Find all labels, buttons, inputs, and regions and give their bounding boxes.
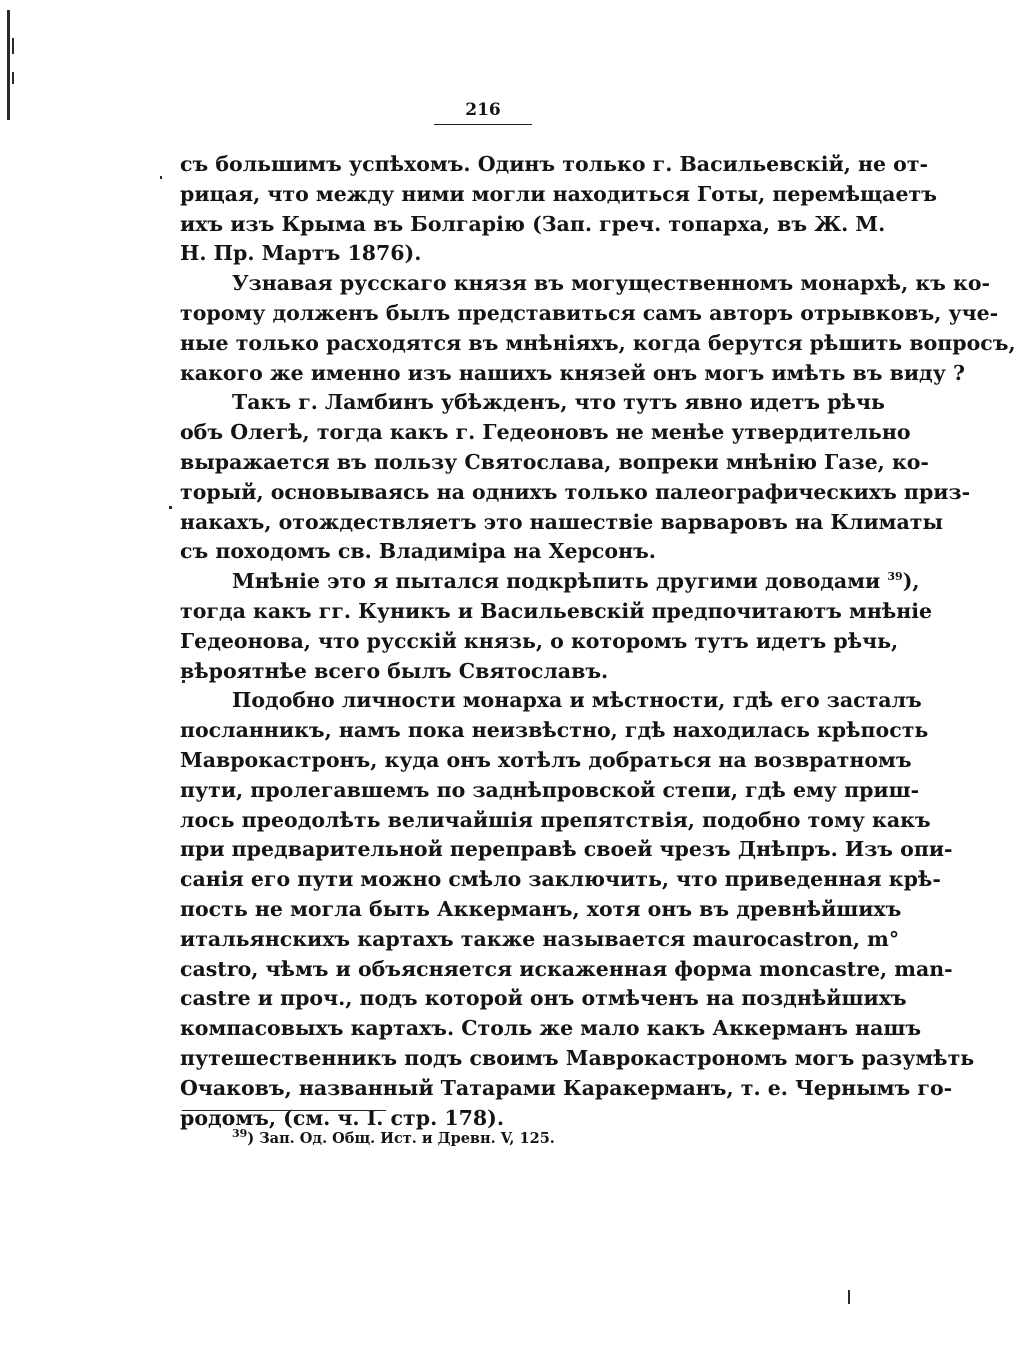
text-line: какого же именно изъ нашихъ князей онъ могъ имѣть въ виду ?	[180, 360, 965, 385]
text-line: накахъ, отождествляетъ это нашествіе варваровъ на Климаты	[180, 509, 944, 534]
margin-binding-mark	[12, 38, 14, 54]
text-line: Маврокастронъ, куда онъ хотѣлъ добраться на возвратномъ	[180, 747, 912, 772]
footnote-reference: 39	[887, 570, 903, 584]
text-line: ные только расходятся въ мнѣніяхъ, когда берутся рѣшить вопросъ,	[180, 330, 1016, 355]
text-line: путешественникъ подъ своимъ Маврокастрономъ могъ разумѣть	[180, 1045, 975, 1070]
text-line: вѣроятнѣе всего былъ Святославъ.	[180, 658, 609, 683]
page-number-rule	[434, 124, 532, 125]
footnote-rule	[182, 1110, 386, 1111]
margin-dot	[169, 506, 172, 509]
text-line: родомъ, (см. ч. I. стр. 178).	[180, 1105, 504, 1130]
margin-dot	[848, 1290, 850, 1304]
text-line: рицая, что между ними могли находиться Готы, перемѣщаетъ	[180, 181, 937, 206]
text-line: Такъ г. Ламбинъ убѣжденъ, что тутъ явно идетъ рѣчь	[232, 390, 885, 415]
text-line: пути, пролегавшемъ по заднѣпровской степи, гдѣ ему приш-	[180, 777, 920, 802]
text-line: ихъ изъ Крыма въ Болгарію (Зап. греч. топарха, въ Ж. М.	[180, 211, 886, 236]
footnote-text: ) Зап. Од. Общ. Ист. и Древн. V, 125.	[247, 1130, 555, 1147]
text-line: съ большимъ успѣхомъ. Одинъ только г. Васильевскій, не от-	[180, 152, 929, 176]
text-line: Очаковъ, названный Татарами Каракерманъ, т. е. Чернымъ го-	[180, 1075, 953, 1100]
text-line: съ походомъ св. Владиміра на Херсонъ.	[180, 539, 656, 564]
body-text	[180, 150, 1016, 1133]
text-line: торый, основываясь на однихъ только палеографическихъ приз-	[180, 479, 971, 504]
text-line: выражается въ пользу Святослава, вопреки мнѣнію Газе, ко-	[180, 449, 929, 474]
text-line: пость не могла быть Аккерманъ, хотя онъ въ древнѣйшихъ	[180, 896, 902, 921]
text-line: Н. Пр. Мартъ 1876).	[180, 241, 422, 266]
text-line: castro, чѣмъ и объясняется искаженная форма moncastre, man-	[180, 956, 953, 981]
text-line: компасовыхъ картахъ. Столь же мало какъ Аккерманъ нашъ	[180, 1016, 922, 1041]
text-line: лось преодолѣть величайшія препятствія, подобно тому какъ	[180, 807, 931, 832]
page-number: 216	[465, 100, 501, 120]
text-line: Узнавая русскаго князя въ могущественномъ монархѣ, къ ко-	[232, 271, 990, 296]
text-line: Подобно личности монарха и мѣстности, гдѣ его засталъ	[232, 688, 922, 713]
text-line: объ Олегѣ, тогда какъ г. Гедеоновъ не менѣе утвердительно	[180, 420, 911, 445]
footnote-marker: 39	[232, 1127, 248, 1141]
margin-binding-mark	[7, 10, 10, 120]
text-line: Гедеонова, что русскій князь, о которомъ тутъ идетъ рѣчь,	[180, 628, 899, 653]
text-line: при предварительной переправѣ своей чрезъ Днѣпръ. Изъ опи-	[180, 837, 953, 862]
text-line: итальянскихъ картахъ также называется maurocastron, m°	[180, 926, 900, 951]
margin-dot	[160, 176, 162, 179]
text-line: тогда какъ гг. Куникъ и Васильевскій предпочитаютъ мнѣніе	[180, 598, 933, 623]
text-line	[180, 567, 920, 597]
text-line-content: Мнѣніе это я пытался подкрѣпить другими доводами	[232, 569, 881, 594]
margin-binding-mark	[12, 72, 14, 84]
text-line: посланникъ, намъ пока неизвѣстно, гдѣ находилась крѣпость	[180, 718, 929, 743]
text-line: castre и проч., подъ которой онъ отмѣченъ на позднѣйшихъ	[180, 986, 907, 1011]
text-line: торому долженъ былъ представиться самъ авторъ отрывковъ, уче-	[180, 300, 999, 325]
text-line: санія его пути можно смѣло заключить, что приведенная крѣ-	[180, 867, 941, 892]
footnote-reference-tail: ),	[902, 569, 920, 594]
footnote	[232, 1127, 555, 1147]
